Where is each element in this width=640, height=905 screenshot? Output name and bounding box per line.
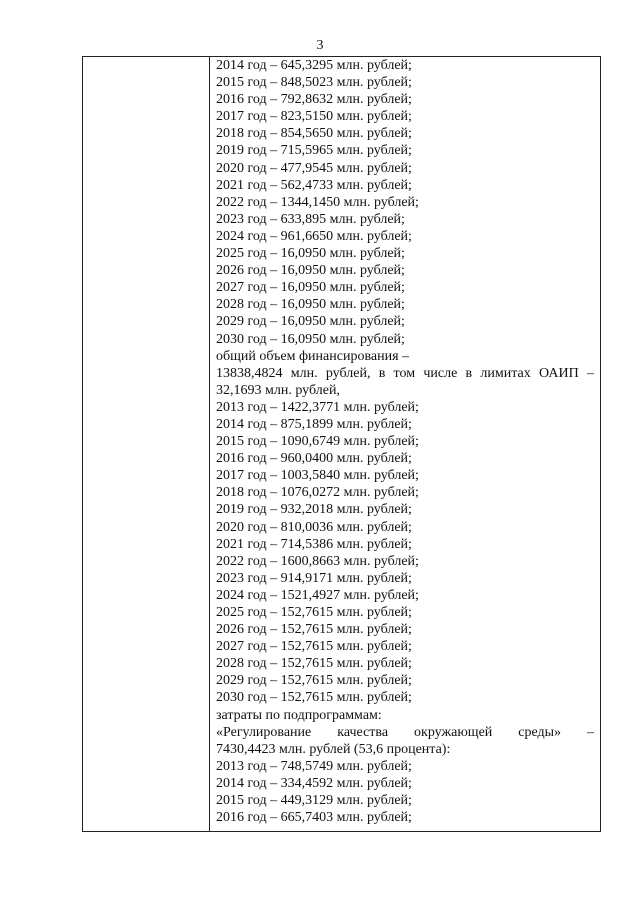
year-financing-line: 2021 год – 562,4733 млн. рублей; bbox=[216, 177, 412, 193]
year-financing-line: 2017 год – 823,5150 млн. рублей; bbox=[216, 109, 412, 125]
year-financing-line: 2021 год – 714,5386 млн. рублей; bbox=[216, 536, 412, 552]
year-financing-line: 2013 год – 748,5749 млн. рублей; bbox=[216, 758, 412, 774]
year-financing-line: 2017 год – 1003,5840 млн. рублей; bbox=[216, 468, 419, 484]
subprogram-title-line-1: «Регулирование качества окружающей среды» – bbox=[216, 724, 594, 740]
financing-list-a bbox=[216, 57, 594, 348]
year-financing-line: 2022 год – 1344,1450 млн. рублей; bbox=[216, 194, 419, 210]
year-financing-line: 2030 год – 152,7615 млн. рублей; bbox=[216, 690, 412, 706]
year-financing-line: 2022 год – 1600,8663 млн. рублей; bbox=[216, 553, 419, 569]
year-financing-line: 2016 год – 792,8632 млн. рублей; bbox=[216, 92, 412, 108]
financing-list-c bbox=[216, 758, 594, 826]
year-financing-line: 2024 год – 961,6650 млн. рублей; bbox=[216, 228, 412, 244]
table-left-cell bbox=[83, 57, 210, 831]
year-financing-line: 2015 год – 848,5023 млн. рублей; bbox=[216, 75, 412, 91]
year-financing-line: 2026 год – 16,0950 млн. рублей; bbox=[216, 263, 405, 279]
year-financing-line: 2018 год – 1076,0272 млн. рублей; bbox=[216, 485, 419, 501]
year-financing-line: 2019 год – 715,5965 млн. рублей; bbox=[216, 143, 412, 159]
year-financing-line: 2014 год – 334,4592 млн. рублей; bbox=[216, 775, 412, 791]
subprogram-title-line-2: 7430,4423 млн. рублей (53,6 процента): bbox=[216, 741, 451, 757]
year-financing-line: 2030 год – 16,0950 млн. рублей; bbox=[216, 331, 405, 347]
year-financing-line: 2016 год – 960,0400 млн. рублей; bbox=[216, 451, 412, 467]
year-financing-line: 2020 год – 810,0036 млн. рублей; bbox=[216, 519, 412, 535]
total-financing-heading: общий объем финансирования – bbox=[216, 348, 410, 364]
year-financing-line: 2029 год – 16,0950 млн. рублей; bbox=[216, 314, 405, 330]
year-financing-line: 2015 год – 449,3129 млн. рублей; bbox=[216, 793, 412, 809]
total-financing-line-2: 32,1693 млн. рублей, bbox=[216, 382, 340, 398]
year-financing-line: 2023 год – 633,895 млн. рублей; bbox=[216, 211, 405, 227]
year-financing-line: 2029 год – 152,7615 млн. рублей; bbox=[216, 673, 412, 689]
year-financing-line: 2023 год – 914,9171 млн. рублей; bbox=[216, 570, 412, 586]
year-financing-line: 2014 год – 875,1899 млн. рублей; bbox=[216, 416, 412, 432]
year-financing-line: 2027 год – 152,7615 млн. рублей; bbox=[216, 639, 412, 655]
total-financing-line-1: 13838,4824 млн. рублей, в том числе в лимитах ОАИП – bbox=[216, 365, 594, 381]
year-financing-line: 2026 год – 152,7615 млн. рублей; bbox=[216, 622, 412, 638]
table-right-cell bbox=[210, 57, 600, 831]
financing-list-b bbox=[216, 399, 594, 707]
year-financing-line: 2019 год – 932,2018 млн. рублей; bbox=[216, 502, 412, 518]
year-financing-line: 2028 год – 16,0950 млн. рублей; bbox=[216, 297, 405, 313]
year-financing-line: 2018 год – 854,5650 млн. рублей; bbox=[216, 126, 412, 142]
page-number: 3 bbox=[316, 38, 324, 53]
year-financing-line: 2016 год – 665,7403 млн. рублей; bbox=[216, 810, 412, 826]
year-financing-line: 2014 год – 645,3295 млн. рублей; bbox=[216, 58, 412, 73]
year-financing-line: 2027 год – 16,0950 млн. рублей; bbox=[216, 280, 405, 296]
year-financing-line: 2025 год – 152,7615 млн. рублей; bbox=[216, 605, 412, 620]
year-financing-line: 2013 год – 1422,3771 млн. рублей; bbox=[216, 399, 419, 415]
year-financing-line: 2024 год – 1521,4927 млн. рублей; bbox=[216, 587, 419, 603]
year-financing-line: 2028 год – 152,7615 млн. рублей; bbox=[216, 656, 412, 672]
subprograms-heading: затраты по подпрограммам: bbox=[216, 707, 382, 723]
passport-table bbox=[82, 56, 601, 832]
year-financing-line: 2015 год – 1090,6749 млн. рублей; bbox=[216, 434, 419, 450]
year-financing-line: 2025 год – 16,0950 млн. рублей; bbox=[216, 246, 405, 262]
year-financing-line: 2020 год – 477,9545 млн. рублей; bbox=[216, 160, 412, 176]
